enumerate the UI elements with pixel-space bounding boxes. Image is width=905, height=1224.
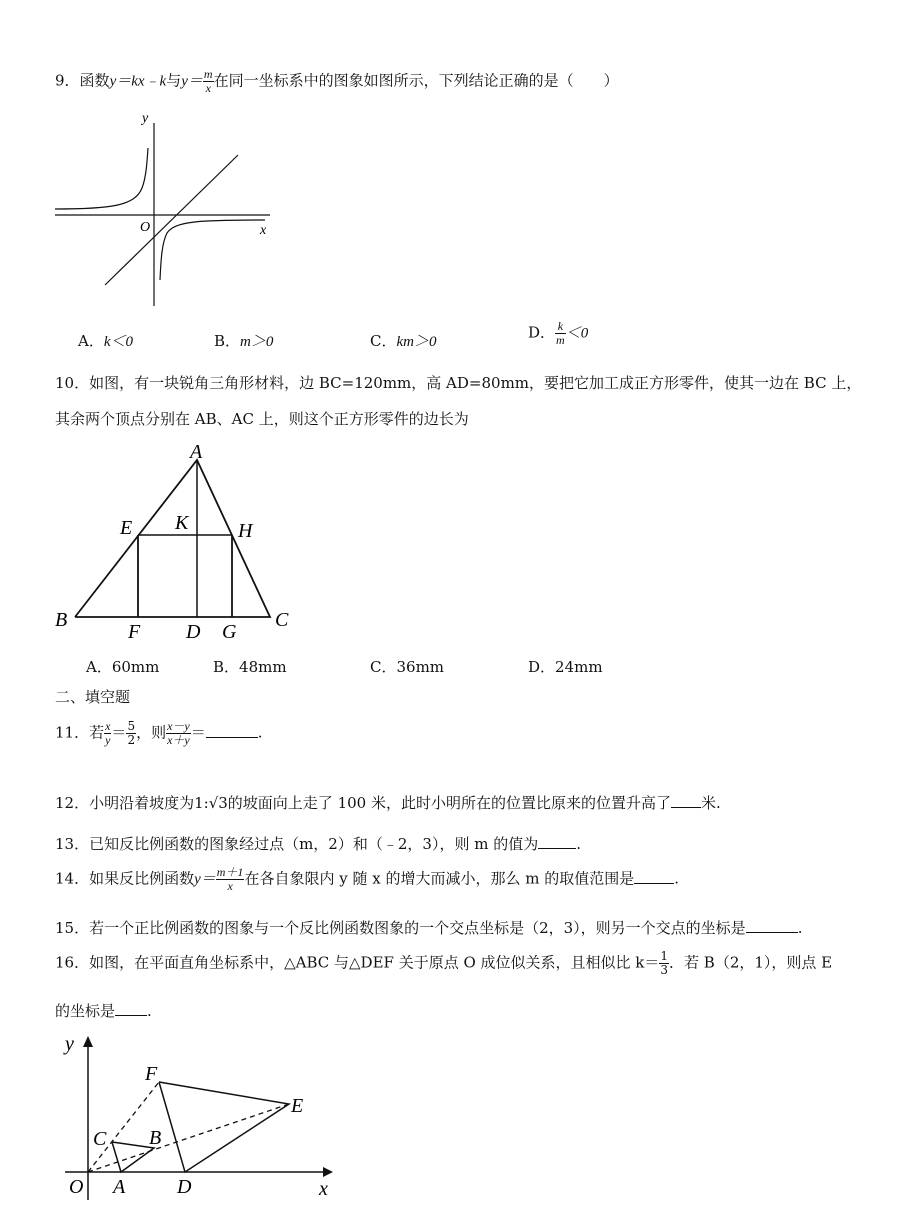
svg-text:B: B	[149, 1127, 162, 1149]
svg-text:B: B	[55, 609, 68, 631]
svg-text:F: F	[128, 621, 141, 643]
svg-text:D: D	[177, 1176, 192, 1198]
q9-option-d: D． $\frac{k}{m}$ ＜0	[528, 319, 589, 347]
svg-text:C: C	[275, 609, 289, 631]
svg-text:x: x	[319, 1178, 328, 1200]
q16-coordinate-figure	[55, 1030, 345, 1210]
q9-stem: 9．函数y＝kx﹣k与y＝ $\frac{m}{x}$ 在同一坐标系中的图象如图所示，下列结论正确的是（ ）	[55, 67, 619, 95]
q15-answer-blank	[746, 918, 798, 933]
svg-text:E: E	[291, 1095, 304, 1117]
svg-text:K: K	[175, 512, 189, 534]
svg-text:y: y	[65, 1033, 74, 1055]
svg-text:E: E	[120, 517, 133, 539]
q10-option-c: C．36mm	[370, 658, 445, 676]
q9-x-label: x	[260, 223, 267, 238]
q16-answer-blank	[115, 1001, 147, 1016]
q12-answer-blank	[671, 793, 701, 808]
q10-stem-line-2: 其余两个顶点分别在 AB、AC 上，则这个正方形零件的边长为	[55, 410, 469, 428]
q9-option-c: C．km＞0	[370, 332, 437, 350]
q12-stem: 12．小明沿着坡度为1:√3的坡面向上走了 100 米，此时小明所在的位置比原来的位置升高了 米.	[55, 794, 721, 812]
q16-stem-line-1: 16．如图，在平面直角坐标系中，△ABC 与△DEF 关于原点 O 成位似关系，且相似比 k＝ $\frac{1}{3}$ ．若 B（2，1），则点 E	[55, 949, 833, 977]
q14-answer-blank	[634, 869, 674, 884]
q10-option-d: D．24mm	[528, 658, 603, 676]
q16-stem-line-2: 的坐标是 .	[55, 1002, 152, 1020]
q9-number: 9．	[55, 71, 80, 90]
q11-stem: 11．若 $\frac{x}{y}$ ＝ $\frac{5}{2}$ ，则 $\frac{x-y}{x+y}$ ＝ .	[55, 719, 263, 747]
q9-fraction: $\frac{m}{x}$	[203, 67, 213, 95]
q9-equation-1: y＝kx﹣k	[109, 73, 167, 90]
section-title-fill-in: 二、填空题	[55, 688, 131, 706]
q10-triangle-figure	[55, 440, 305, 643]
q14-stem: 14．如果反比例函数y＝ $\frac{m+1}{x}$ 在各自象限内 y 随 x 的增大而减小，那么 m 的取值范围是 .	[55, 865, 679, 893]
q9-graph	[50, 108, 280, 308]
q10-option-a: A．60mm	[86, 658, 160, 676]
q9-option-b: B．m＞0	[214, 332, 274, 350]
q9-y-label: y	[142, 111, 149, 126]
q13-answer-blank	[538, 834, 576, 849]
q9-origin-label: O	[140, 220, 151, 235]
svg-text:A: A	[113, 1176, 126, 1198]
svg-text:O: O	[69, 1176, 84, 1198]
svg-text:A: A	[190, 441, 203, 463]
q13-stem: 13．已知反比例函数的图象经过点（m，2）和（﹣2，3），则 m 的值为 .	[55, 835, 581, 853]
svg-text:D: D	[186, 621, 201, 643]
q12-slope: 1:√3	[194, 794, 228, 812]
q10-stem-line-1: 10．如图，有一块锐角三角形材料，边 BC=120mm，高 AD=80mm，要把它加工成正方形零件，使其一边在 BC 上，	[55, 374, 862, 392]
svg-text:G: G	[222, 621, 237, 643]
q10-option-b: B．48mm	[213, 658, 287, 676]
q9-option-a: A．k＜0	[78, 332, 134, 350]
q15-stem: 15．若一个正比例函数的图象与一个反比例函数图象的一个交点坐标是（2，3），则另一个交点的坐标是 .	[55, 919, 803, 937]
svg-text:C: C	[93, 1128, 107, 1150]
q11-answer-blank	[206, 723, 258, 738]
svg-text:F: F	[145, 1063, 158, 1085]
q9-equation-2: y＝	[181, 73, 203, 90]
svg-text:H: H	[238, 520, 253, 542]
